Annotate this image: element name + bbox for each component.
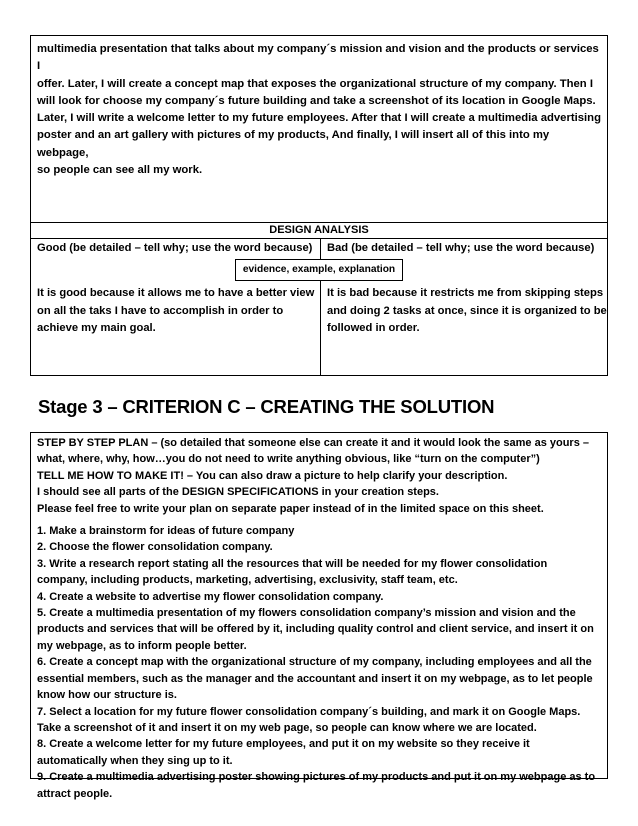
instruction-line: Please feel free to write your plan on separate paper instead of in the limited space on this sheet. [37,502,544,515]
design-analysis-title: DESIGN ANALYSIS [31,223,607,239]
instruction-line: I should see all parts of the DESIGN SPECIFICATIONS in your creation steps. [37,486,439,499]
step-line: 6. Create a concept map with the organizational structure of my company, including employees and all the [37,656,592,669]
good-analysis-text [37,285,314,338]
step-by-step-plan-box [30,432,608,800]
bad-column-header: Bad (be detailed – tell why; use the word because) [327,242,595,254]
plan-steps [37,523,601,802]
summary-line: so people can see all my work. [37,164,203,177]
bad-line: It is bad because it restricts me from skipping steps [327,287,604,299]
step-line: automatically when they sing up to it. [37,754,233,767]
summary-line: poster and an art gallery with pictures of my products, And finally, I will insert all of this into my webpage, [37,129,550,159]
summary-box [30,35,608,223]
summary-line: will look for choose my company´s future building and take a screenshot of its location in Google Maps. [37,94,596,107]
summary-line: Later, I will write a welcome letter to my future employees. After that I will create a multimedia advertising [37,112,601,125]
step-line: company, including products, marketing, advertising, exclusivity, staff team, etc. [37,574,458,587]
step-line: 4. Create a website to advertise my flower consolidation company. [37,590,384,603]
plan-instructions [37,435,601,517]
step-line: 1. Make a brainstorm for ideas of future company [37,525,295,538]
step-line: 8. Create a welcome letter for my future employees, and put it on my website so they receive it [37,738,530,751]
step-line: 7. Select a location for my future flower consolidation company´s building, and mark it on Google Maps. [37,705,581,718]
step-line: 9. Create a multimedia advertising poster showing pictures of my products and put it on my webpage as to [37,771,596,784]
summary-line: multimedia presentation that talks about my company´s mission and vision and the products or services I [37,43,599,73]
step-line: attract people. [37,787,113,800]
good-column-header: Good (be detailed – tell why; use the word because) [37,242,313,254]
stage-title: Stage 3 – CRITERION C – CREATING THE SOLUTION [38,396,495,417]
bad-line: and doing 2 tasks at once, since it is organized to be [327,304,607,317]
step-line: 5. Create a multimedia presentation of my flowers consolidation company’s mission and vision and the [37,607,576,620]
step-line: my webpage, as to inform people better. [37,639,247,652]
evidence-label: evidence, example, explanation [235,259,403,281]
summary-line: offer. Later, I will create a concept map that exposes the organizational structure of my company. Then I [37,77,593,90]
step-line: know how our structure is. [37,689,177,702]
step-line: essential members, such as the manager and the accountant and insert it on my webpage, as to let people [37,672,593,685]
instruction-line: TELL ME HOW TO MAKE IT! – You can also draw a picture to help clarify your description. [37,469,508,482]
instruction-line: STEP BY STEP PLAN – (so detailed that someone else can create it and it would look the same as yours – [37,437,590,449]
step-line: Take a screenshot of it and insert it on my web page, so people can know where we are located. [37,721,537,734]
good-line: achieve my main goal. [37,322,156,334]
design-analysis-table [30,222,608,376]
step-line: 3. Write a research report stating all the resources that will be needed for my flower consolidation [37,557,548,570]
bad-analysis-text [327,285,607,338]
step-line: 2. Choose the flower consolidation company. [37,541,273,554]
good-line: It is good because it allows me to have a better view [37,287,315,299]
step-line: products and services that will be offered by it, including quality control and client service, and insert it on [37,623,594,636]
good-line: on all the taks I have to accomplish in order to [37,304,284,317]
instruction-line: what, where, why, how…you do not need to write anything obvious, like “turn on the computer”) [37,453,540,466]
bad-line: followed in order. [327,322,420,334]
